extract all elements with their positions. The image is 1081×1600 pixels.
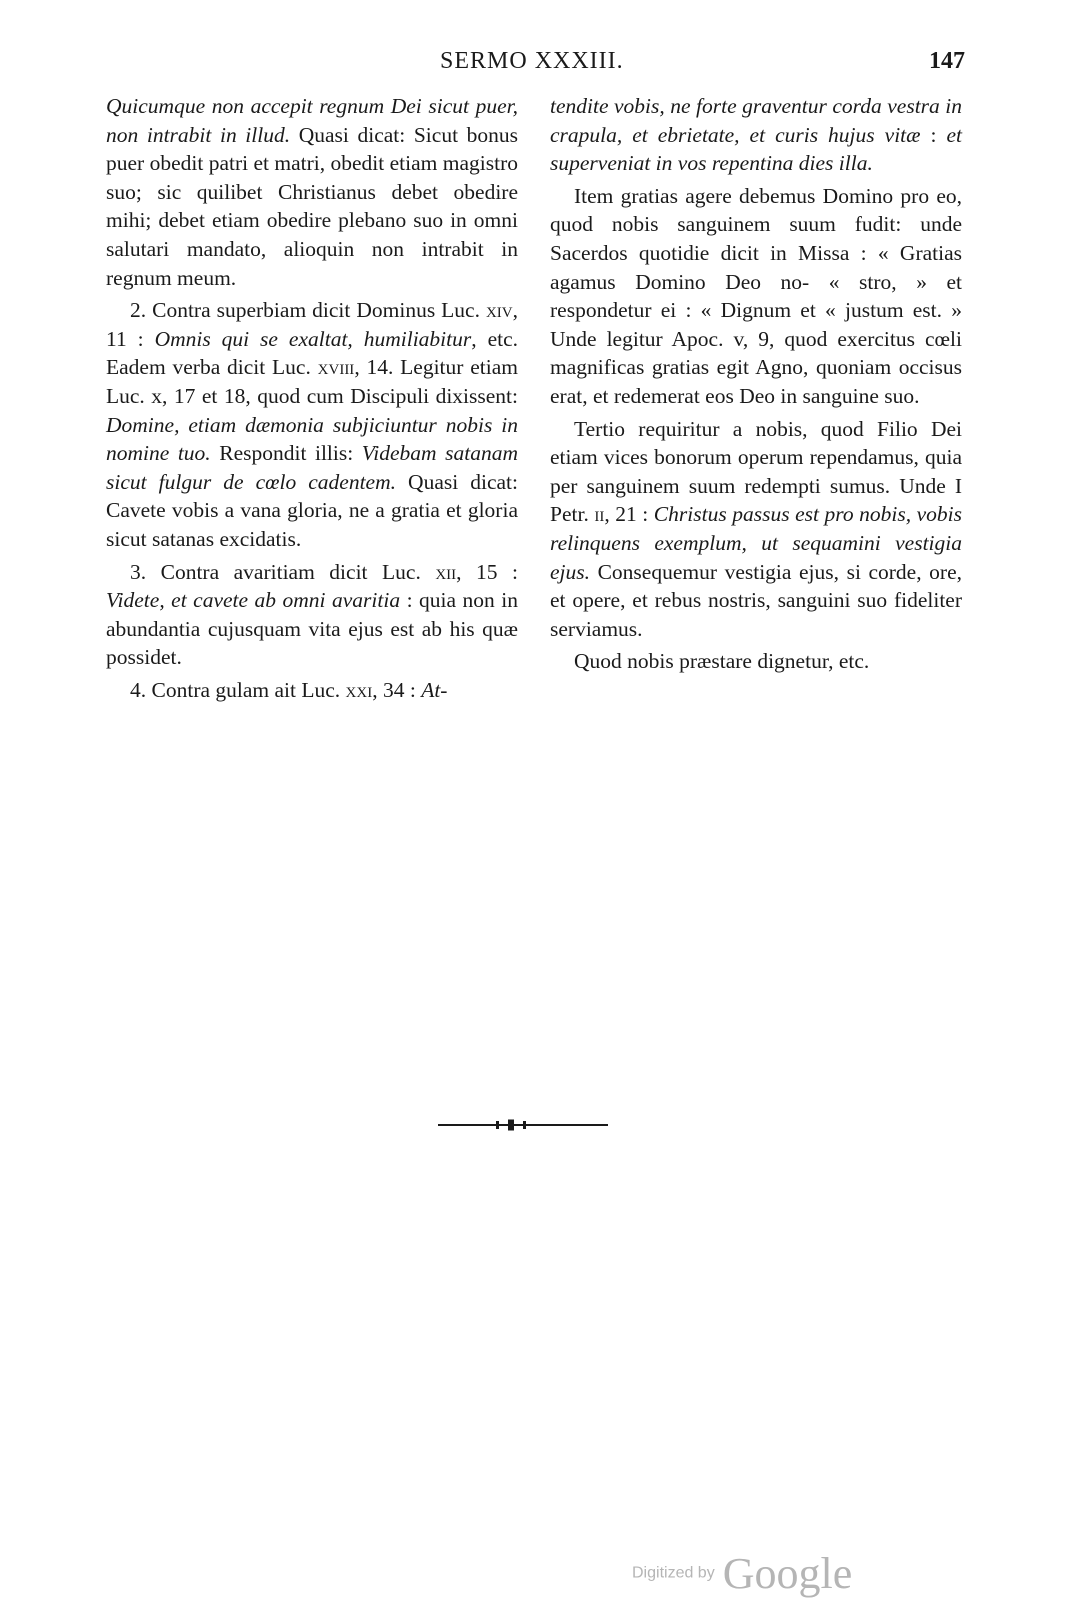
- chapter-numeral: xiv: [485, 298, 513, 323]
- digitization-watermark: [632, 1548, 852, 1599]
- quotation: tendite vobis, ne forte graventur corda vestra in crapula, et ebrietate, et curis hujus vitæ: [550, 94, 962, 147]
- text-run: Tertio requiritur a nobis, quod Filio Dei etiam vices bonorum operum rependamus, quia per sanguinem suum redempti sumus. Unde I Petr.: [550, 416, 962, 527]
- quotation: At-: [421, 677, 448, 702]
- running-header: [105, 48, 965, 82]
- text-run: , 14. Legitur etiam Luc. x, 17 et 18, quod cum Discipuli dixissent:: [106, 355, 518, 408]
- text-run: : quia non in abundantia cujusquam vita ejus est ab his quæ possidet.: [106, 588, 519, 670]
- quotation: Videbam satanam sicut fulgur de cœlo cadentem.: [106, 441, 518, 494]
- quotation: et superveniat in vos repentina dies illa.: [550, 122, 962, 176]
- text-run: Quasi dicat: Cavete vobis a vana gloria, ne a gratia et gloria sicut satanas excidatis.: [106, 469, 518, 551]
- text-run: , 21 :: [604, 502, 654, 527]
- watermark-prefix: Digitized by: [632, 1564, 715, 1582]
- chapter-numeral: xxi: [345, 677, 373, 702]
- running-title: SERMO XXXIII.: [440, 48, 624, 74]
- paragraph-item-gratias: [550, 182, 962, 411]
- page-number: 147: [929, 48, 965, 74]
- text-run: Item gratias agere debemus Domino pro eo, quod nobis sanguinem suum fudit: unde Sacerdos quotidie dicit in Missa : « Gratias agamus Domino Deo no- « stro, » et respondetur ei : « Dignum et « justum est. » Unde legitur Apoc. v, 9, quod exercitus cœli magnificas gratias egit Agno, quoniam occisus erat, et redemerat eos Deo in sanguine suo.: [550, 183, 962, 408]
- quotation: Christus passus est pro nobis, vobis relinquens exemplum, ut sequamini vestigia ejus.: [550, 502, 962, 584]
- left-column: [106, 92, 518, 708]
- text-run: Quod nobis præstare dignetur, etc.: [574, 649, 870, 674]
- paragraph-continuation: [106, 92, 518, 292]
- paragraph-continuation: [550, 92, 962, 178]
- quotation: Quicumque non accepit regnum Dei sicut puer, non intrabit in illud.: [106, 94, 518, 147]
- text-run: , 11 :: [106, 298, 518, 351]
- paragraph-tertio: [550, 415, 962, 644]
- text-run: Respondit illis:: [210, 441, 362, 466]
- text-run: , 15 :: [456, 559, 518, 584]
- quotation: Videte, et cavete ab omni avaritia: [106, 588, 401, 613]
- closing-formula: [550, 647, 962, 676]
- ornamental-divider: [438, 1118, 608, 1132]
- quotation: Domine, etiam dæmonia subjiciuntur nobis in nomine tuo.: [106, 412, 518, 466]
- google-logo: Google: [722, 1549, 853, 1598]
- chapter-numeral: xviii: [317, 355, 355, 380]
- text-run: Quasi dicat: Sicut bonus puer obedit patri et matri, obedit etiam magistro suo; sic quilibet Christianus debet obedire mihi; debet etiam obedire plebano suo in omni salutari mandato, alioquin non intrabit in regnum meum.: [106, 122, 519, 290]
- quotation: Omnis qui se exaltat, humiliabitur: [154, 326, 472, 351]
- chapter-numeral: xii: [435, 559, 457, 584]
- paragraph-3: [106, 558, 518, 672]
- text-run: Consequemur vestigia ejus, si corde, ore, et opere, et rebus nostris, sanguini suo fideliter serviamus.: [550, 559, 962, 641]
- text-run: 2. Contra superbiam dicit Dominus Luc.: [130, 298, 486, 323]
- text-run: :: [920, 122, 947, 147]
- right-column: [550, 92, 962, 680]
- chapter-numeral: ii: [594, 502, 605, 527]
- text-run: , 34 :: [372, 677, 422, 702]
- text-run: 4. Contra gulam ait Luc.: [130, 677, 346, 702]
- text-run: , etc. Eadem verba dicit Luc.: [106, 326, 518, 380]
- paragraph-2: [106, 296, 518, 553]
- paragraph-4: [106, 676, 518, 705]
- text-run: 3. Contra avaritiam dicit Luc.: [130, 559, 436, 584]
